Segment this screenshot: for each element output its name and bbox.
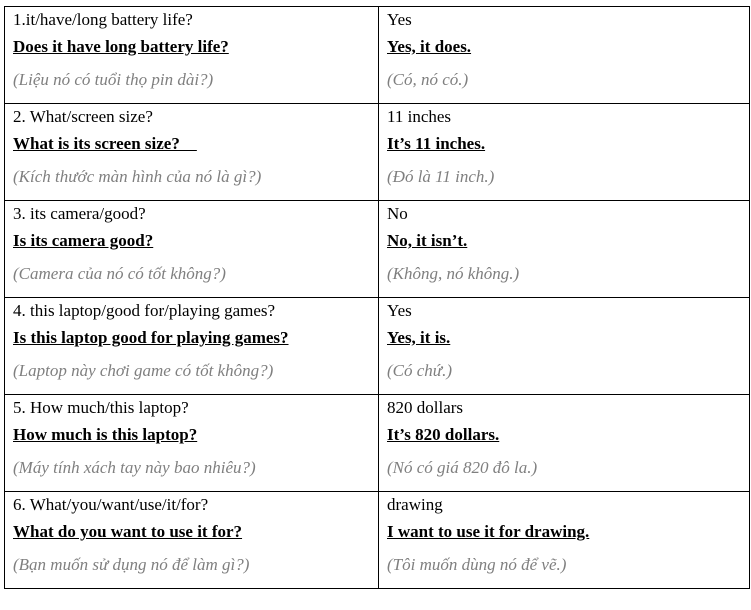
question-cell xyxy=(5,201,379,298)
reply-answer: It’s 820 dollars. xyxy=(387,425,500,444)
reply-prompt: Yes xyxy=(387,301,412,320)
question-prompt: 4. this laptop/good for/playing games? xyxy=(13,301,276,320)
question-prompt: 5. How much/this laptop? xyxy=(13,398,189,417)
question-answer: What is its screen size? xyxy=(13,134,197,153)
table-row xyxy=(5,395,750,492)
question-cell xyxy=(5,104,379,201)
question-cell xyxy=(5,395,379,492)
reply-cell xyxy=(379,104,750,201)
question-translation: (Kích thước màn hình của nó là gì?) xyxy=(13,167,262,186)
reply-translation: (Có, nó có.) xyxy=(387,70,469,89)
reply-translation: (Đó là 11 inch.) xyxy=(387,167,495,186)
reply-translation: (Tôi muốn dùng nó để vẽ.) xyxy=(387,555,567,574)
reply-translation: (Nó có giá 820 đô la.) xyxy=(387,458,538,477)
question-answer: Is its camera good? xyxy=(13,231,154,250)
reply-answer: Yes, it is. xyxy=(387,328,451,347)
question-cell xyxy=(5,298,379,395)
reply-cell xyxy=(379,395,750,492)
reply-prompt: Yes xyxy=(387,10,412,29)
question-translation: (Camera của nó có tốt không?) xyxy=(13,264,226,283)
reply-cell xyxy=(379,7,750,104)
question-cell xyxy=(5,492,379,589)
reply-cell xyxy=(379,201,750,298)
reply-prompt: 820 dollars xyxy=(387,398,464,417)
reply-cell xyxy=(379,492,750,589)
table-row xyxy=(5,7,750,104)
reply-translation: (Có chứ.) xyxy=(387,361,452,380)
question-cell xyxy=(5,7,379,104)
reply-answer: No, it isn’t. xyxy=(387,231,468,250)
question-answer: Does it have long battery life? xyxy=(13,37,229,56)
question-answer: Is this laptop good for playing games? xyxy=(13,328,289,347)
reply-answer: I want to use it for drawing. xyxy=(387,522,590,541)
reply-cell xyxy=(379,298,750,395)
table-row xyxy=(5,104,750,201)
reply-answer: Yes, it does. xyxy=(387,37,472,56)
question-answer: What do you want to use it for? xyxy=(13,522,243,541)
reply-translation: (Không, nó không.) xyxy=(387,264,520,283)
table-row xyxy=(5,201,750,298)
reply-prompt: drawing xyxy=(387,495,443,514)
qa-table-body xyxy=(5,7,750,589)
question-translation: (Máy tính xách tay này bao nhiêu?) xyxy=(13,458,256,477)
table-row xyxy=(5,492,750,589)
question-prompt: 2. What/screen size? xyxy=(13,107,153,126)
question-prompt: 3. its camera/good? xyxy=(13,204,146,223)
question-prompt: 1.it/have/long battery life? xyxy=(13,10,193,29)
question-answer: How much is this laptop? xyxy=(13,425,198,444)
reply-prompt: 11 inches xyxy=(387,107,452,126)
table-row xyxy=(5,298,750,395)
question-translation: (Bạn muốn sử dụng nó để làm gì?) xyxy=(13,555,250,574)
qa-table xyxy=(4,6,750,589)
reply-answer: It’s 11 inches. xyxy=(387,134,486,153)
question-prompt: 6. What/you/want/use/it/for? xyxy=(13,495,209,514)
reply-prompt: No xyxy=(387,204,408,223)
question-translation: (Liệu nó có tuổi thọ pin dài?) xyxy=(13,70,214,89)
question-translation: (Laptop này chơi game có tốt không?) xyxy=(13,361,274,380)
